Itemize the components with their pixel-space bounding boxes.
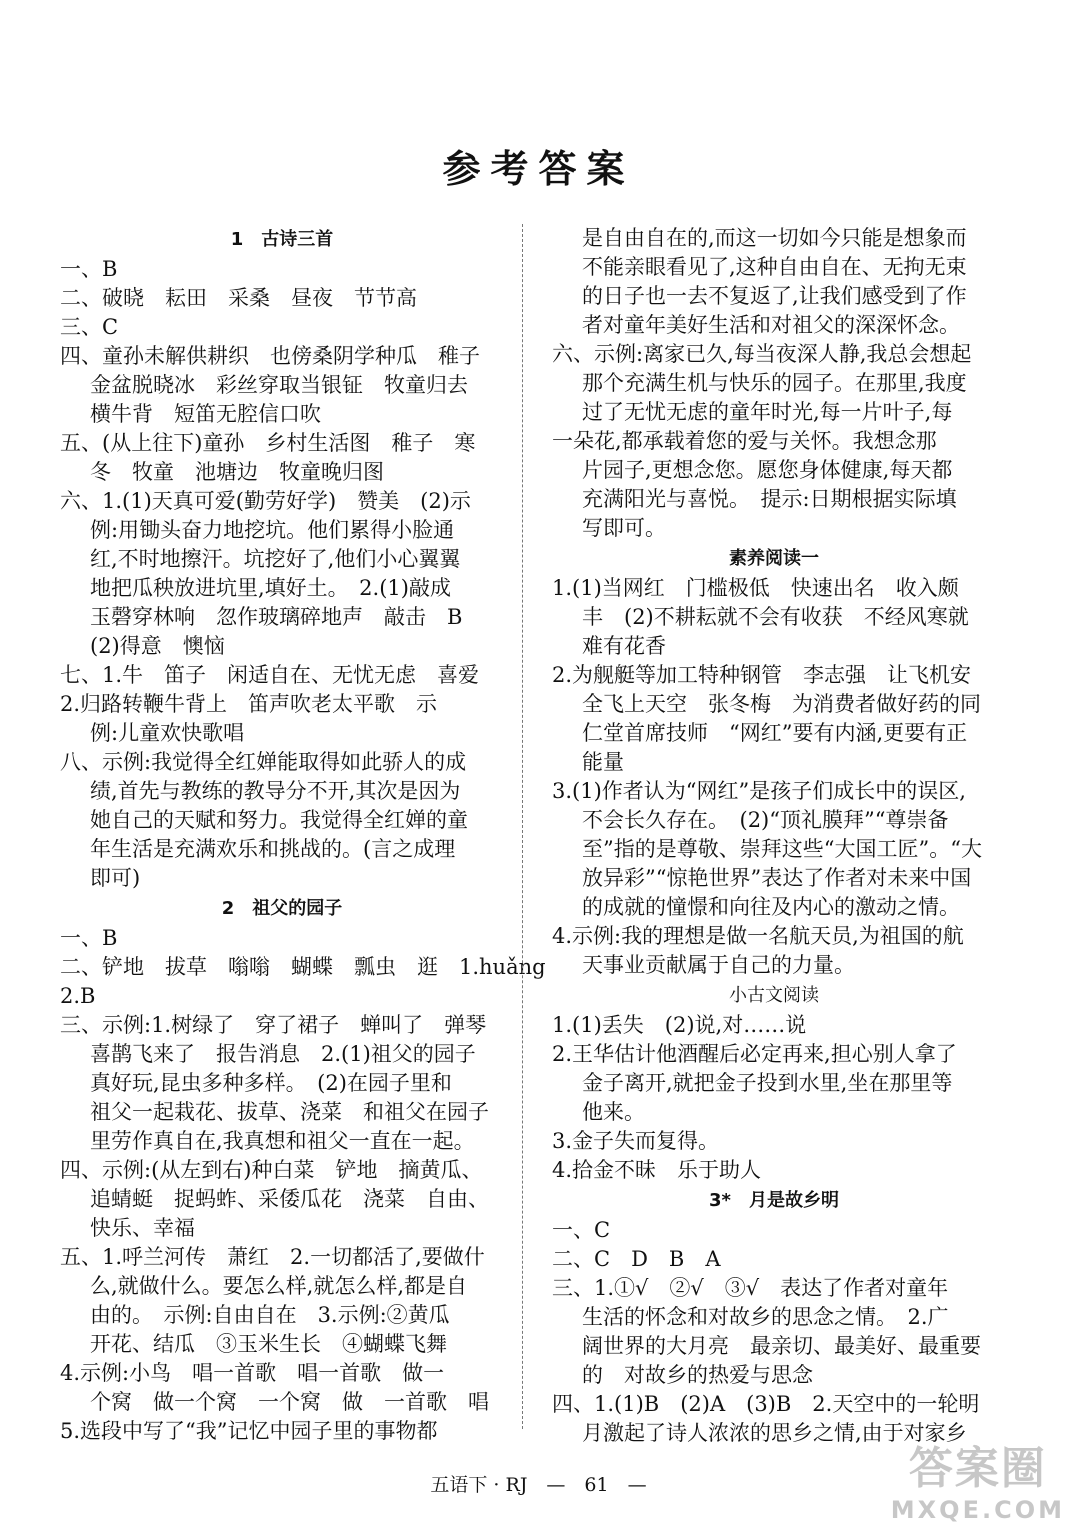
answer-line: 的 对故乡的热爱与思念 bbox=[582, 1363, 813, 1387]
answer-line: 不能亲眼看见了,这种自由自在、无拘无束 bbox=[582, 255, 967, 279]
answer-line: 一、B bbox=[60, 926, 118, 950]
answer-block bbox=[552, 574, 996, 980]
answer-line: 个窝 做一个窝 一个窝 做 一首歌 唱 bbox=[90, 1390, 489, 1414]
answer-line: 者对童年美好生活和对祖父的深深怀念。 bbox=[582, 313, 960, 337]
answer-line: 他来。 bbox=[582, 1100, 645, 1124]
answer-line: 写即可。 bbox=[582, 516, 666, 540]
section-heading: 素养阅读一 bbox=[729, 548, 819, 569]
answer-line: 金盆脱晓冰 彩丝穿取当银钲 牧童归去 bbox=[90, 373, 468, 397]
answer-line: 年生活是充满欢乐和挑战的。(言之成理 bbox=[90, 837, 456, 861]
answer-line: 五、(从上往下)童孙 乡村生活图 稚子 寒 bbox=[60, 431, 476, 455]
answer-line: 能量 bbox=[582, 750, 624, 774]
answer-line: 的成就的憧憬和向往及内心的激动之情。 bbox=[582, 895, 960, 919]
answer-line: 仁堂首席技师 “网红”要有内涵,更要有正 bbox=[582, 721, 968, 745]
answer-line: 难有花香 bbox=[582, 634, 666, 658]
answer-line: 3.(1)作者认为“网红”是孩子们成长中的误区, bbox=[552, 779, 966, 803]
answer-line: 快乐、幸福 bbox=[90, 1216, 195, 1240]
answer-line: 七、1.牛 笛子 闲适自在、无忧无虑 喜爱 bbox=[60, 663, 480, 687]
answer-line: 的日子也一去不复返了,让我们感受到了作 bbox=[582, 284, 967, 308]
answer-line: 一、B bbox=[60, 257, 118, 281]
answer-line: 一朵花,都承载着您的爱与关怀。我想念那 bbox=[552, 429, 937, 453]
answer-line: 一、C bbox=[552, 1218, 611, 1242]
answer-line: 三、1.①√ ②√ ③√ 表达了作者对童年 bbox=[552, 1276, 949, 1300]
answer-line: 是自由自在的,而这一切如今只能是想象而 bbox=[582, 226, 967, 250]
answer-line: 过了无忧无虑的童年时光,每一片叶子,每 bbox=[582, 400, 953, 424]
answer-line: 4.示例:小鸟 唱一首歌 唱一首歌 做一 bbox=[60, 1361, 445, 1385]
answer-line: 充满阳光与喜悦。 提示:日期根据实际填 bbox=[582, 487, 957, 511]
watermark-badge: 答案圈 bbox=[908, 1443, 1047, 1494]
answer-line: 二、破晓 耘田 采桑 昼夜 节节高 bbox=[60, 286, 417, 310]
answer-line: 例:用锄头奋力地挖坑。他们累得小脸通 bbox=[90, 518, 455, 542]
answer-block bbox=[552, 1216, 996, 1448]
answer-line: 三、C bbox=[60, 315, 119, 339]
page-title: 参考答案 bbox=[442, 147, 635, 191]
answer-line: 绩,首先与教练的教导分不开,其次是因为 bbox=[90, 779, 461, 803]
answer-block bbox=[552, 1011, 996, 1185]
answer-line: 4.拾金不昧 乐于助人 bbox=[552, 1158, 762, 1182]
answer-line: 2.王华估计他酒醒后必定再来,担心别人拿了 bbox=[552, 1042, 957, 1066]
answer-line: 六、1.(1)天真可爱(勤劳好学) 赞美 (2)示 bbox=[60, 489, 471, 513]
answer-line: 1.(1)丢失 (2)说,对……说 bbox=[552, 1013, 807, 1037]
answer-line: 1.(1)当网红 门槛极低 快速出名 收入颇 bbox=[552, 576, 959, 600]
watermark-url: MXQE.COM bbox=[890, 1496, 1065, 1524]
answer-line: 月激起了诗人浓浓的思乡之情,由于对家乡 bbox=[582, 1421, 967, 1445]
answer-line: 开花、结瓜 ③玉米生长 ④蝴蝶飞舞 bbox=[90, 1332, 447, 1356]
answer-line: 红,不时地擦汗。坑挖好了,他们小心翼翼 bbox=[90, 547, 461, 571]
answer-line: 横牛背 短笛无腔信口吹 bbox=[90, 402, 321, 426]
answer-line: 全飞上天空 张冬梅 为消费者做好药的同 bbox=[582, 692, 981, 716]
answer-line: 即可) bbox=[90, 866, 141, 890]
answer-line: 由的。 示例:自由自在 3.示例:②黄瓜 bbox=[90, 1303, 450, 1327]
answer-line: 冬 牧童 池塘边 牧童晚归图 bbox=[90, 460, 384, 484]
answer-line: 祖父一起栽花、拔草、浇菜 和祖父在园子 bbox=[90, 1100, 489, 1124]
answer-line: 二、C D B A bbox=[552, 1247, 721, 1271]
answer-line: 天事业贡献属于自己的力量。 bbox=[582, 953, 855, 977]
answer-line: 例:儿童欢快歌唱 bbox=[90, 721, 245, 745]
answer-line: 里劳作真自在,我真想和祖父一直在一起。 bbox=[90, 1129, 475, 1153]
answer-line: 她自己的天赋和努力。我觉得全红婵的童 bbox=[90, 808, 468, 832]
answer-line: 玉磬穿林响 忽作玻璃碎地声 敲击 B bbox=[90, 605, 463, 629]
answer-line: 五、1.呼兰河传 萧红 2.一切都活了,要做什 bbox=[60, 1245, 485, 1269]
answer-line: 丰 (2)不耕耘就不会有收获 不经风寒就 bbox=[582, 605, 969, 629]
answer-line: 片园子,更想念您。愿您身体健康,每天都 bbox=[582, 458, 953, 482]
answer-line: 四、1.(1)B (2)A (3)B 2.天空中的一轮明 bbox=[552, 1392, 980, 1416]
answer-line: 地把瓜秧放进坑里,填好土。 2.(1)敲成 bbox=[90, 576, 451, 600]
answer-block bbox=[552, 224, 996, 543]
answer-block bbox=[60, 924, 546, 1446]
answer-line: 二、铲地 拔草 嗡嗡 蝴蝶 瓢虫 逛 1.huǎng bbox=[60, 955, 546, 979]
answer-line: 那个充满生机与快乐的园子。在那里,我度 bbox=[582, 371, 967, 395]
answer-line: 放异彩”“惊艳世界”表达了作者对未来中国 bbox=[582, 866, 972, 890]
answer-line: 4.示例:我的理想是做一名航天员,为祖国的航 bbox=[552, 924, 964, 948]
section-heading: 2 祖父的园子 bbox=[221, 898, 343, 919]
answer-line: 2.归路转鞭牛背上 笛声吹老太平歌 示 bbox=[60, 692, 438, 716]
answer-line: 三、示例:1.树绿了 穿了裙子 蝉叫了 弹琴 bbox=[60, 1013, 487, 1037]
page-footer: 五语下 · RJ — 61 — bbox=[430, 1474, 647, 1496]
answer-line: 四、童孙未解供耕织 也傍桑阴学种瓜 稚子 bbox=[60, 344, 480, 368]
answer-line: 喜鹊飞来了 报告消息 2.(1)祖父的园子 bbox=[90, 1042, 476, 1066]
answer-line: 5.选段中写了“我”记忆中园子里的事物都 bbox=[60, 1419, 438, 1443]
answer-line: 不会长久存在。 (2)“顶礼膜拜”“尊崇备 bbox=[582, 808, 949, 832]
answer-line: 六、示例:离家已久,每当夜深人静,我总会想起 bbox=[552, 342, 972, 366]
answer-line: 2.为舰艇等加工特种钢管 李志强 让飞机安 bbox=[552, 663, 972, 687]
section-heading: 1 古诗三首 bbox=[230, 229, 334, 250]
answer-line: 2.B bbox=[60, 984, 96, 1008]
column-divider bbox=[522, 224, 523, 1429]
watermark-logo bbox=[891, 1432, 1065, 1524]
section-heading: 3* 月是故乡明 bbox=[709, 1190, 839, 1211]
answer-line: 金子离开,就把金子投到水里,坐在那里等 bbox=[582, 1071, 953, 1095]
answer-line: 四、示例:(从左到右)种白菜 铲地 摘黄瓜、 bbox=[60, 1158, 483, 1182]
answer-line: 至”指的是尊敬、崇拜这些“大国工匠”。“大 bbox=[582, 837, 982, 861]
right-column bbox=[552, 224, 996, 1448]
left-column bbox=[60, 224, 546, 1446]
answer-line: 3.金子失而复得。 bbox=[552, 1129, 720, 1153]
answer-block bbox=[60, 255, 504, 893]
answer-line: 么,就做什么。要怎么样,就怎么样,都是自 bbox=[90, 1274, 468, 1298]
answer-line: (2)得意 懊恼 bbox=[90, 634, 225, 658]
answer-line: 阔世界的大月亮 最亲切、最美好、最重要 bbox=[582, 1334, 981, 1358]
answer-line: 生活的怀念和对故乡的思念之情。 2.广 bbox=[582, 1305, 949, 1329]
answer-line: 追蜻蜓 捉蚂蚱、采倭瓜花 浇菜 自由、 bbox=[90, 1187, 489, 1211]
answer-line: 八、示例:我觉得全红婵能取得如此骄人的成 bbox=[60, 750, 467, 774]
section-heading: 小古文阅读 bbox=[729, 985, 819, 1006]
answer-line: 真好玩,昆虫多种多样。 (2)在园子里和 bbox=[90, 1071, 452, 1095]
